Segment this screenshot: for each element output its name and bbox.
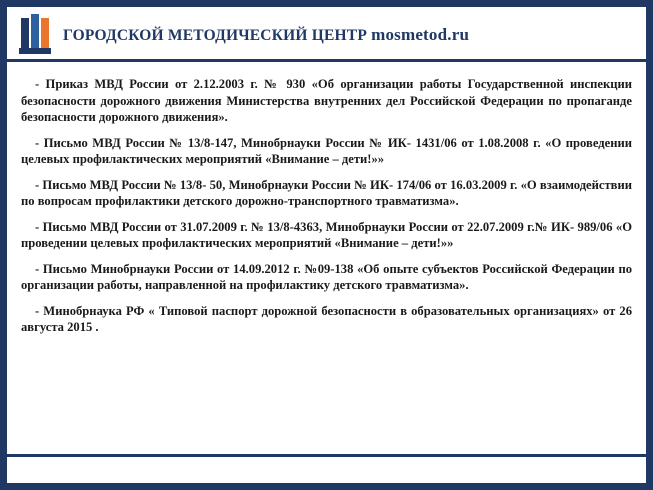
header-title-group: [63, 25, 469, 45]
logo-base: [19, 48, 51, 54]
header-divider: [7, 59, 646, 62]
document-paragraph: - Письмо Минобрнауки России от 14.09.2012 г. №09-138 «Об опыте субъектов Российской Федерации по организации работы, направленной на профилактику детского травматизма».: [21, 261, 632, 292]
document-paragraph: - Приказ МВД России от 2.12.2003 г. № 930 «Об организации работы Государственной инспекции безопасности дорожного движения Министерства внутренних дел Российской Федерации по пропаганде безопасности дорожного движения».: [21, 77, 632, 124]
document-paragraph: - Письмо МВД России № 13/8-147, Минобрнауки России № ИК- 1431/06 от 1.08.2008 г. «О проведении целевых профилактических мероприятий «Внимание – дети!»»: [21, 135, 632, 166]
document-paragraph: - Письмо МВД России от 31.07.2009 г. № 13/8-4363, Минобрнауки России от 22.07.2009 г.№ ИК- 989/06 «О проведении целевых профилактических мероприятий «Внимание – дети!»»: [21, 219, 632, 250]
header-site-url: mosmetod.ru: [371, 24, 470, 44]
gmc-logo-icon: [17, 14, 53, 56]
document-paragraph: - Письмо МВД России № 13/8- 50, Минобрнауки России № ИК- 174/06 от 16.03.2009 г. «О взаимодействии по вопросам профилактики детского дорожно-транспортного травматизма».: [21, 177, 632, 208]
document-paragraph: - Минобрнаука РФ « Типовой паспорт дорожной безопасности в образовательных организациях» от 26 августа 2015 .: [21, 303, 632, 334]
logo-bar-right: [41, 18, 49, 48]
logo-bar-left: [21, 18, 29, 48]
logo-bar-middle: [31, 14, 39, 52]
slide-body: [7, 62, 646, 336]
slide-inner: [7, 7, 646, 483]
header-title: ГОРОДСКОЙ МЕТОДИЧЕСКИЙ ЦЕНТР: [63, 26, 367, 44]
slide-header: [7, 7, 646, 62]
footer-divider: [7, 454, 646, 457]
